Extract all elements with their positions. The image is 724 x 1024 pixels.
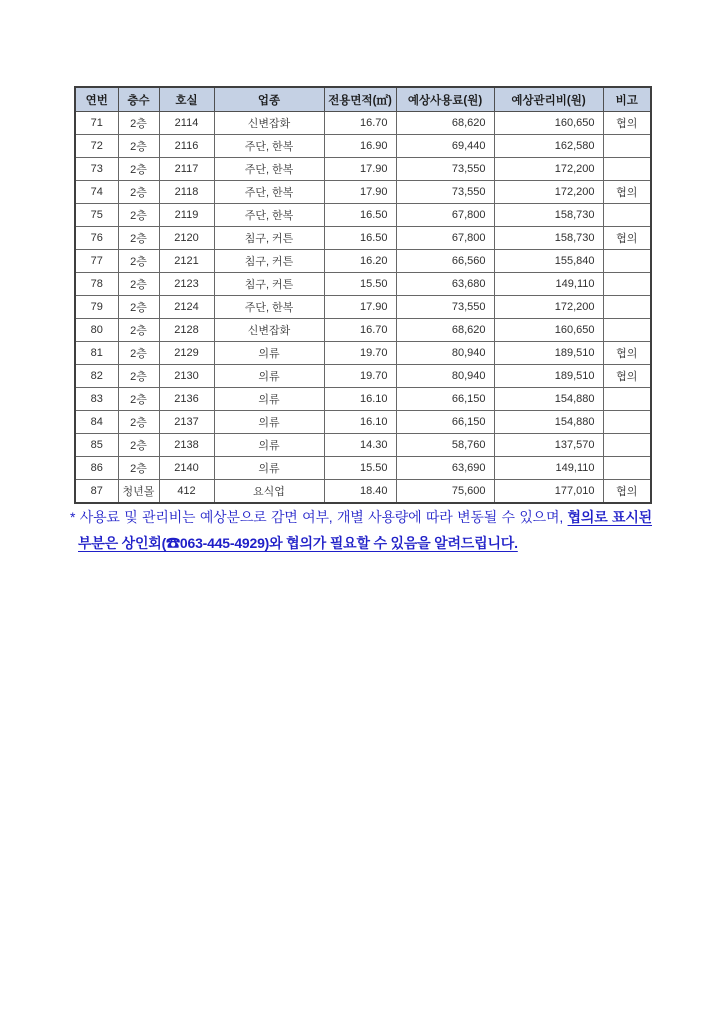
cell-note [603, 434, 651, 457]
cell-management-fee: 162,580 [494, 135, 603, 158]
cell-room: 2129 [159, 342, 214, 365]
cell-floor: 2층 [118, 388, 159, 411]
cell-usage-fee: 73,550 [396, 296, 494, 319]
cell-business-type: 신변잡화 [214, 319, 324, 342]
table-row [75, 388, 651, 411]
cell-management-fee: 160,650 [494, 112, 603, 135]
table-body [75, 112, 651, 504]
cell-business-type: 주단, 한복 [214, 296, 324, 319]
cell-floor: 2층 [118, 204, 159, 227]
header-note: 비고 [603, 87, 651, 112]
cell-room: 2128 [159, 319, 214, 342]
cell-management-fee: 158,730 [494, 227, 603, 250]
cell-floor: 2층 [118, 411, 159, 434]
cell-note: 협의 [603, 227, 651, 250]
table-row [75, 227, 651, 250]
cell-business-type: 주단, 한복 [214, 135, 324, 158]
cell-note [603, 135, 651, 158]
footnote-text-emphasis-2: 부분은 상인회(☎063-445-4929)와 협의가 필요할 수 있음을 알려드립니다. [78, 535, 518, 551]
cell-business-type: 침구, 커튼 [214, 273, 324, 296]
cell-management-fee: 154,880 [494, 411, 603, 434]
cell-room: 2120 [159, 227, 214, 250]
cell-serial: 78 [75, 273, 118, 296]
cell-usage-fee: 67,800 [396, 204, 494, 227]
cell-floor: 청년몰 [118, 480, 159, 504]
table-row [75, 319, 651, 342]
cell-note [603, 296, 651, 319]
cell-serial: 83 [75, 388, 118, 411]
cell-serial: 87 [75, 480, 118, 504]
cell-usage-fee: 80,940 [396, 365, 494, 388]
cell-management-fee: 189,510 [494, 342, 603, 365]
cell-usage-fee: 66,150 [396, 388, 494, 411]
cell-note [603, 457, 651, 480]
cell-usage-fee: 68,620 [396, 319, 494, 342]
table-container [74, 86, 652, 504]
cell-serial: 75 [75, 204, 118, 227]
cell-note: 협의 [603, 181, 651, 204]
cell-business-type: 침구, 커튼 [214, 250, 324, 273]
table-row [75, 181, 651, 204]
cell-area: 15.50 [324, 457, 396, 480]
cell-usage-fee: 73,550 [396, 181, 494, 204]
cell-room: 2123 [159, 273, 214, 296]
cell-area: 16.70 [324, 112, 396, 135]
cell-usage-fee: 63,690 [396, 457, 494, 480]
cell-area: 16.70 [324, 319, 396, 342]
cell-business-type: 의류 [214, 365, 324, 388]
table-row [75, 112, 651, 135]
cell-management-fee: 137,570 [494, 434, 603, 457]
table-row [75, 250, 651, 273]
cell-area: 17.90 [324, 158, 396, 181]
cell-business-type: 주단, 한복 [214, 181, 324, 204]
cell-serial: 74 [75, 181, 118, 204]
cell-serial: 84 [75, 411, 118, 434]
cell-serial: 71 [75, 112, 118, 135]
cell-usage-fee: 69,440 [396, 135, 494, 158]
cell-note [603, 204, 651, 227]
footnote-marker: * [70, 509, 76, 525]
cell-area: 18.40 [324, 480, 396, 504]
cell-room: 2118 [159, 181, 214, 204]
cell-management-fee: 154,880 [494, 388, 603, 411]
cell-area: 16.50 [324, 204, 396, 227]
cell-management-fee: 172,200 [494, 296, 603, 319]
cell-floor: 2층 [118, 365, 159, 388]
cell-serial: 79 [75, 296, 118, 319]
cell-management-fee: 149,110 [494, 273, 603, 296]
footnote-text-emphasis-1: 협의로 표시된 [567, 509, 652, 525]
cell-area: 15.50 [324, 273, 396, 296]
cell-note: 협의 [603, 112, 651, 135]
cell-note: 협의 [603, 480, 651, 504]
table-row [75, 135, 651, 158]
cell-management-fee: 160,650 [494, 319, 603, 342]
cell-business-type: 의류 [214, 342, 324, 365]
cell-serial: 72 [75, 135, 118, 158]
cell-area: 16.50 [324, 227, 396, 250]
table-row [75, 365, 651, 388]
cell-room: 2138 [159, 434, 214, 457]
cell-usage-fee: 73,550 [396, 158, 494, 181]
cell-business-type: 주단, 한복 [214, 204, 324, 227]
cell-area: 16.10 [324, 411, 396, 434]
cell-floor: 2층 [118, 319, 159, 342]
cell-floor: 2층 [118, 342, 159, 365]
cell-note: 협의 [603, 365, 651, 388]
table-row [75, 457, 651, 480]
cell-business-type: 의류 [214, 411, 324, 434]
cell-area: 14.30 [324, 434, 396, 457]
cell-business-type: 신변잡화 [214, 112, 324, 135]
cell-note [603, 388, 651, 411]
cell-room: 2119 [159, 204, 214, 227]
cell-room: 2121 [159, 250, 214, 273]
cell-area: 17.90 [324, 296, 396, 319]
cell-floor: 2층 [118, 135, 159, 158]
cell-business-type: 침구, 커튼 [214, 227, 324, 250]
cell-business-type: 의류 [214, 457, 324, 480]
cell-usage-fee: 67,800 [396, 227, 494, 250]
cell-room: 2137 [159, 411, 214, 434]
cell-note [603, 273, 651, 296]
cell-serial: 76 [75, 227, 118, 250]
cell-management-fee: 189,510 [494, 365, 603, 388]
cell-area: 16.90 [324, 135, 396, 158]
cell-management-fee: 172,200 [494, 181, 603, 204]
footnote-line-2 [70, 530, 652, 556]
cell-serial: 73 [75, 158, 118, 181]
table-row [75, 204, 651, 227]
cell-management-fee: 158,730 [494, 204, 603, 227]
cell-floor: 2층 [118, 296, 159, 319]
cell-serial: 80 [75, 319, 118, 342]
table-row [75, 158, 651, 181]
cell-floor: 2층 [118, 181, 159, 204]
cell-management-fee: 155,840 [494, 250, 603, 273]
header-row [75, 87, 651, 112]
cell-usage-fee: 66,560 [396, 250, 494, 273]
cell-business-type: 요식업 [214, 480, 324, 504]
cell-room: 2114 [159, 112, 214, 135]
cell-area: 16.20 [324, 250, 396, 273]
cell-serial: 77 [75, 250, 118, 273]
cell-floor: 2층 [118, 158, 159, 181]
footnote-text-regular: 사용료 및 관리비는 예상분으로 감면 여부, 개별 사용량에 따라 변동될 수 있으며, [79, 509, 564, 525]
cell-room: 2140 [159, 457, 214, 480]
cell-management-fee: 177,010 [494, 480, 603, 504]
cell-note [603, 411, 651, 434]
table-row [75, 480, 651, 504]
cell-usage-fee: 66,150 [396, 411, 494, 434]
cell-area: 19.70 [324, 365, 396, 388]
cell-serial: 85 [75, 434, 118, 457]
cell-floor: 2층 [118, 273, 159, 296]
cell-business-type: 의류 [214, 434, 324, 457]
header-area: 전용면적(㎡) [324, 87, 396, 112]
cell-room: 2124 [159, 296, 214, 319]
cell-management-fee: 149,110 [494, 457, 603, 480]
cell-usage-fee: 80,940 [396, 342, 494, 365]
cell-room: 2136 [159, 388, 214, 411]
cell-management-fee: 172,200 [494, 158, 603, 181]
cell-area: 19.70 [324, 342, 396, 365]
cell-business-type: 주단, 한복 [214, 158, 324, 181]
table-row [75, 296, 651, 319]
table-row [75, 411, 651, 434]
cell-note [603, 319, 651, 342]
cell-room: 412 [159, 480, 214, 504]
shop-fee-table [74, 86, 652, 504]
cell-floor: 2층 [118, 457, 159, 480]
cell-floor: 2층 [118, 250, 159, 273]
cell-serial: 82 [75, 365, 118, 388]
header-usage-fee: 예상사용료(원) [396, 87, 494, 112]
header-room: 호실 [159, 87, 214, 112]
cell-floor: 2층 [118, 227, 159, 250]
footnote [70, 504, 652, 556]
cell-usage-fee: 75,600 [396, 480, 494, 504]
cell-usage-fee: 68,620 [396, 112, 494, 135]
cell-usage-fee: 63,680 [396, 273, 494, 296]
cell-area: 16.10 [324, 388, 396, 411]
cell-note: 협의 [603, 342, 651, 365]
table-row [75, 342, 651, 365]
header-business-type: 업종 [214, 87, 324, 112]
cell-serial: 86 [75, 457, 118, 480]
cell-room: 2130 [159, 365, 214, 388]
cell-room: 2116 [159, 135, 214, 158]
cell-usage-fee: 58,760 [396, 434, 494, 457]
cell-floor: 2층 [118, 112, 159, 135]
header-management-fee: 예상관리비(원) [494, 87, 603, 112]
cell-note [603, 250, 651, 273]
cell-serial: 81 [75, 342, 118, 365]
cell-business-type: 의류 [214, 388, 324, 411]
cell-note [603, 158, 651, 181]
table-header [75, 87, 651, 112]
cell-area: 17.90 [324, 181, 396, 204]
cell-floor: 2층 [118, 434, 159, 457]
header-floor: 층수 [118, 87, 159, 112]
table-row [75, 434, 651, 457]
footnote-line-1 [70, 504, 652, 530]
header-serial: 연번 [75, 87, 118, 112]
table-row [75, 273, 651, 296]
cell-room: 2117 [159, 158, 214, 181]
